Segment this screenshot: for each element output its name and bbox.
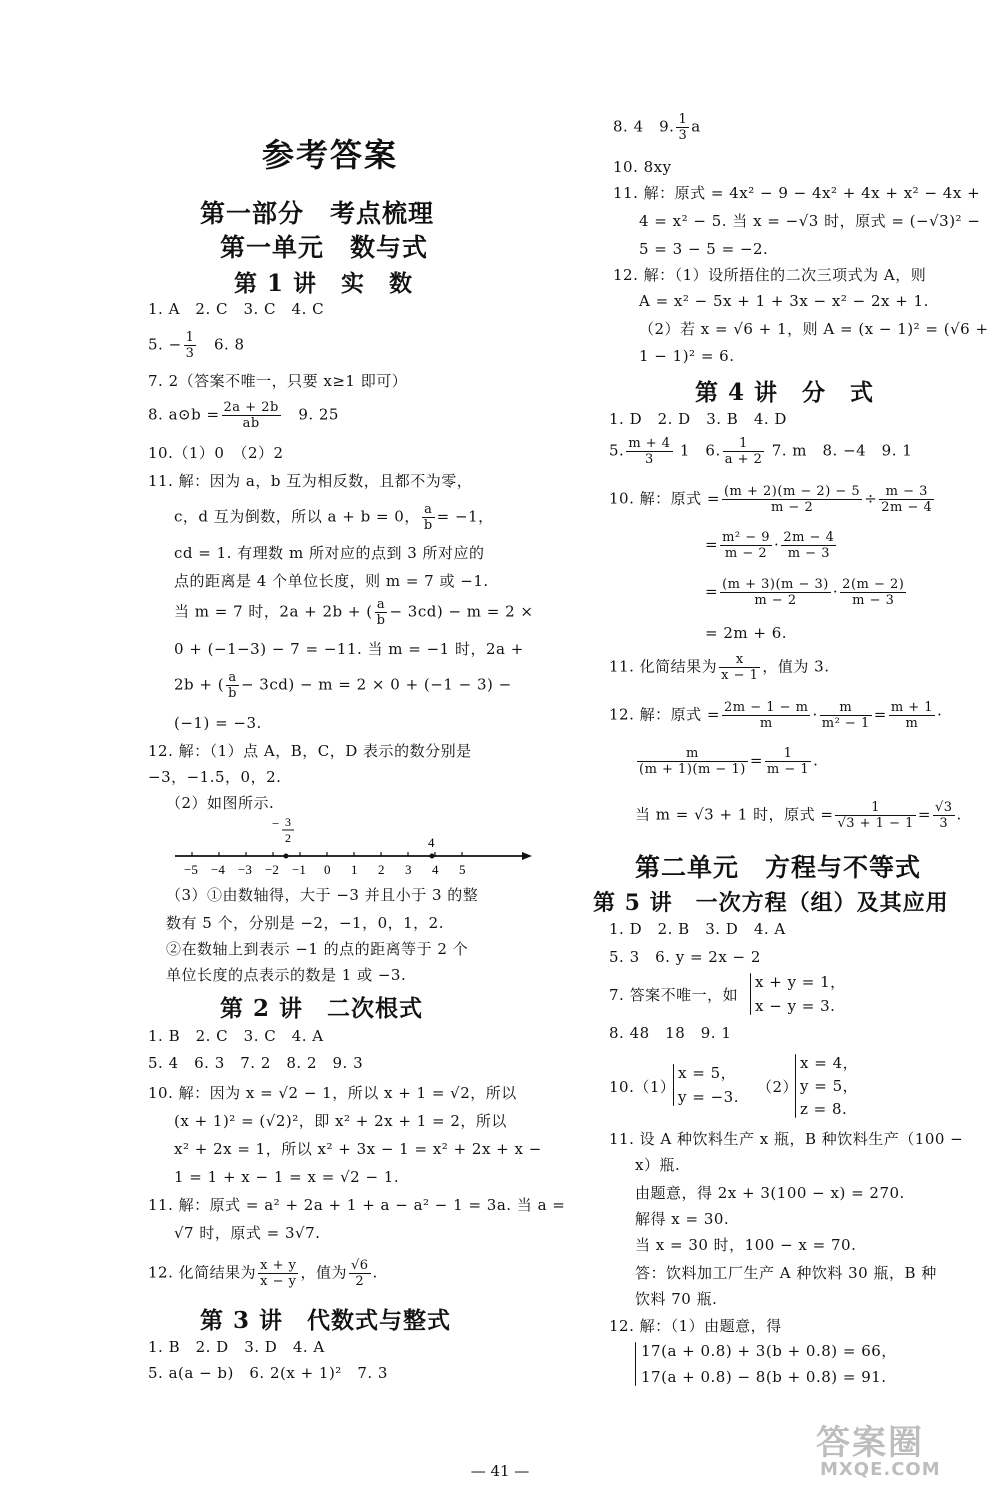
answer-line: (x + 1)² = (√2)²，即 x² + 2x + 1 = 2，所以 [174,1112,507,1130]
equation-line: z = 8. [800,1100,848,1118]
answer-line: 10.（1） [609,1078,676,1096]
nl-tick-label: −4 [211,862,225,877]
nl-tick-label: 5 [459,862,466,877]
number-line [170,812,535,882]
answer-line: 12. 化简结果为 $\frac{x + y}{x - y}$ ，值为 $\frac{√6}{2}$ . [148,1258,378,1289]
answer-line: 点的距离是 4 个单位长度，则 m = 7 或 −1. [174,572,489,590]
answer-line: 当 m = √3 + 1 时，原式 = $\frac{1}{√3 + 1 - 1}$ = $\frac{√3}{3}$ . [635,800,962,831]
equation-line: x = 4， [800,1054,859,1072]
answer-line: 7. 答案不唯一，如 [609,986,739,1004]
lesson4-heading: 第 4 讲 分 式 [695,379,875,406]
answer-line: 12. 解：（1）由题意，得 [609,1317,782,1335]
fraction: $\frac{1}{m - 1}$ [766,746,810,777]
answer-line: cd = 1. 有理数 m 所对应的点到 3 所对应的 [174,544,485,562]
nl-tick-label: −3 [238,862,252,877]
answer-line: −3，−1.5，0，2. [148,768,282,786]
brace [750,973,751,1015]
answer-line: 11. 化简结果为 $\frac{x}{x - 1}$ ，值为 3. [609,652,830,683]
answer-line: 单位长度的点表示的数是 1 或 −3. [166,966,407,984]
answer-line: （2） [757,1078,799,1096]
answer-line: 由题意，得 2x + 3(100 − x) = 270. [635,1184,905,1202]
brace [673,1064,674,1106]
fraction: $\frac{2m - 1 - m}{m}$ [723,700,809,731]
nl-tick-label: −1 [292,862,306,877]
fraction: $\frac{√6}{2}$ [350,1258,369,1289]
lesson2-heading: 第 2 讲 二次根式 [220,995,424,1022]
brace [635,1342,636,1386]
fraction: $\frac{x + y}{x - y}$ [260,1258,297,1289]
equation-line: x − y = 3. [755,997,836,1015]
fraction: $\frac{1}{3}$ [678,112,688,143]
answer-line: 1. B 2. C 3. C 4. A [148,1027,324,1045]
answer-line: 1. D 2. B 3. D 4. A [609,920,786,938]
answer-line: 10. 解：因为 x = √2 − 1，所以 x + 1 = √2，所以 [148,1084,517,1102]
answer-line: 1. D 2. D 3. B 4. D [609,410,787,428]
fraction: $\frac{m + 1}{m}$ [890,700,934,731]
equation-line: x + y = 1， [755,973,846,991]
answer-line: 5. a(a − b) 6. 2(x + 1)² 7. 3 [148,1364,388,1382]
nl-tick-label: 4 [432,862,439,877]
answer-line: 10. 解：原式 = $\frac{(m + 2)(m - 2) - 5}{m - 2}$ ÷ $\frac{m - 3}{2m - 4}$ [609,484,933,515]
nl-tick-label: 0 [324,862,331,877]
nl-tick-label: 2 [378,862,385,877]
page-number: — 41 — [470,1462,530,1480]
answer-line: = $\frac{(m + 3)(m - 3)}{m - 2}$ · $\frac{2(m - 2)}{m - 3}$ [705,577,905,608]
fraction: $\frac{m + 4}{3}$ [628,436,671,467]
answer-line: 11. 设 A 种饮料生产 x 瓶，B 种饮料生产（100 − [609,1130,964,1148]
fraction: $\frac{x}{x - 1}$ [721,652,759,683]
answer-line: 12. 解：（1）点 A，B，C，D 表示的数分别是 [148,742,472,760]
answer-line: 答：饮料加工厂生产 A 种饮料 30 瓶，B 种 [635,1264,937,1282]
answer-line: 1 − 1)² = 6. [639,347,735,365]
equation-line: y = −3. [678,1088,739,1106]
equation-line: y = 5， [800,1077,859,1095]
fraction: $\frac{a}{b}$ [376,597,386,628]
nl-tick-label: 1 [351,862,358,877]
nl-top-minus: − [272,816,280,831]
answer-line: 11. 解：原式 = 4x² − 9 − 4x² + 4x + x² − 4x + [613,184,981,202]
answer-line: 5. $\frac{m + 4}{3}$ 1 6. $\frac{1}{a + 2}$ 7. m 8. −4 9. 1 [609,436,913,467]
answer-line: 10. 8xy [613,158,672,176]
answer-line: 2b + ( $\frac{a}{b}$ − 3cd) − m = 2 × 0 + (−1 − 3) − [174,670,512,701]
answer-line: = 2m + 6. [705,624,788,642]
lesson5-heading: 第 5 讲 一次方程（组）及其应用 [593,890,949,916]
answer-line: 5. 3 6. y = 2x − 2 [609,948,761,966]
answer-line: 12. 解：（1）设所捂住的二次三项式为 A，则 [613,266,927,284]
fraction: $\frac{\text{m² − 9}}{m - 2}$ [722,530,771,561]
unit2-heading: 第二单元 方程与不等式 [635,853,922,882]
part-heading: 第一部分 考点梳理 [200,199,435,228]
answer-line: 11. 解：因为 a，b 互为相反数，且都不为零， [148,472,473,490]
brace [795,1054,796,1118]
fraction: $\frac{a}{b}$ [228,670,237,701]
answer-line: 当 m = 7 时，2a + 2b + ( $\frac{a}{b}$ − 3cd) − m = 2 × [174,597,534,628]
answer-line: c，d 互为倒数，所以 a + b = 0， $\frac{a}{b}$ = −1， [174,502,494,533]
lesson1-heading: 第 1 讲 实 数 [234,270,414,297]
fraction: $\frac{m - 3}{2m - 4}$ [881,484,933,515]
fraction: $\frac{m}{(m + 1)(m - 1)}$ [639,746,746,777]
answer-line: 数有 5 个，分别是 −2，−1，0，1，2. [166,914,444,932]
fraction: $\frac{2m - 4}{m - 3}$ [783,530,835,561]
answer-line: （2）如图所示. [166,794,275,812]
watermark-top: 答案圈 [816,1423,924,1463]
answer-line: x）瓶. [635,1156,681,1174]
nl-tick-label: −5 [184,862,198,877]
lesson3-heading: 第 3 讲 代数式与整式 [200,1307,452,1334]
answer-line: 7. 2（答案不唯一，只要 x≥1 即可） [148,372,408,390]
answer-line: 5. 4 6. 3 7. 2 8. 2 9. 3 [148,1054,364,1072]
answer-line: (−1) = −3. [174,714,262,732]
answer-line: 4 = x² − 5. 当 x = −√3 时，原式 = (−√3)² − [639,212,981,230]
page-title: 参考答案 [262,136,399,174]
fraction: $\frac{1}{a + 2}$ [724,436,763,467]
answer-line: 1. A 2. C 3. C 4. C [148,300,325,318]
answer-line: 8. a⊙b = $\frac{2a + 2b}{ab}$ 9. 25 [148,400,339,431]
answer-line: ②在数轴上到表示 −1 的点的距离等于 2 个 [166,940,469,958]
answer-line: 5 = 3 − 5 = −2. [639,240,769,258]
answer-line: 5. − $\frac{1}{3}$ 6. 8 [148,330,245,361]
fraction: $\frac{1}{√3 + 1 - 1}$ [837,800,914,831]
answer-line: 10.（1）0 （2）2 [148,444,284,462]
watermark-logo [798,1415,983,1487]
fraction: $\frac{√3}{3}$ [934,800,953,831]
equation-line: 17(a + 0.8) − 8(b + 0.8) = 91. [641,1368,887,1386]
answer-line: $\frac{m}{(m + 1)(m - 1)}$ = $\frac{1}{m - 1}$ . [639,746,819,777]
answer-line: A = x² − 5x + 1 + 3x − x² − 2x + 1. [639,292,929,310]
answer-line: 12. 解：原式 = $\frac{2m - 1 - m}{m}$ · $\frac{m}{\text{m² − 1}}$ = $\frac{m + 1}{m}$ · [609,700,943,731]
nl-tick-label: 3 [405,862,412,877]
fraction: $\frac{1}{3}$ [185,330,195,361]
unit1-heading: 第一单元 数与式 [220,233,429,262]
arrow-icon [522,852,532,860]
fraction: $\frac{m}{\text{m² − 1}}$ [821,700,870,731]
nl-top-4: 4 [428,835,435,850]
fraction: $\frac{2a + 2b}{ab}$ [223,400,279,431]
nl-top-num: 3 [285,815,291,829]
answer-line: 1. B 2. D 3. D 4. A [148,1338,325,1356]
fraction: $\frac{a}{b}$ [423,502,433,533]
answer-line: （2）若 x = √6 + 1，则 A = (x − 1)² = (√6 + [639,320,989,338]
fraction: $\frac{2(m - 2)}{m - 3}$ [842,577,905,608]
equation-line: x = 5， [678,1064,737,1082]
answer-line: x² + 2x = 1，所以 x² + 3x − 1 = x² + 2x + x − [174,1140,542,1158]
answer-line: 8. 48 18 9. 1 [609,1024,732,1042]
answer-line: √7 时，原式 = 3√7. [174,1224,321,1242]
watermark-bottom: MXQE.COM [820,1459,941,1480]
answer-line: 0 + (−1−3) − 7 = −11. 当 m = −1 时，2a + [174,640,524,658]
answer-line: = $\frac{\text{m² − 9}}{m - 2}$ · $\frac{2m - 4}{m - 3}$ [705,530,835,561]
answer-line: （3）①由数轴得，大于 −3 并且小于 3 的整 [166,886,479,904]
answer-line: 8. 4 9. $\frac{1}{3}$ a [613,112,701,143]
fraction: $\frac{(m + 2)(m - 2) - 5}{m - 2}$ [723,484,861,515]
answer-line: 11. 解：原式 = a² + 2a + 1 + a − a² − 1 = 3a. 当 a = [148,1196,566,1214]
nl-point [284,854,289,859]
answer-line: 当 x = 30 时，100 − x = 70. [635,1236,857,1254]
nl-point [430,854,435,859]
nl-top-den: 2 [285,831,291,845]
answer-line: 解得 x = 30. [635,1210,730,1228]
nl-tick-label: −2 [265,862,279,877]
fraction: $\frac{(m + 3)(m - 3)}{m - 2}$ [722,577,829,608]
answer-line: 饮料 70 瓶. [635,1290,718,1308]
equation-line: 17(a + 0.8) + 3(b + 0.8) = 66， [641,1342,897,1360]
answer-line: 1 = 1 + x − 1 = x = √2 − 1. [174,1168,400,1186]
